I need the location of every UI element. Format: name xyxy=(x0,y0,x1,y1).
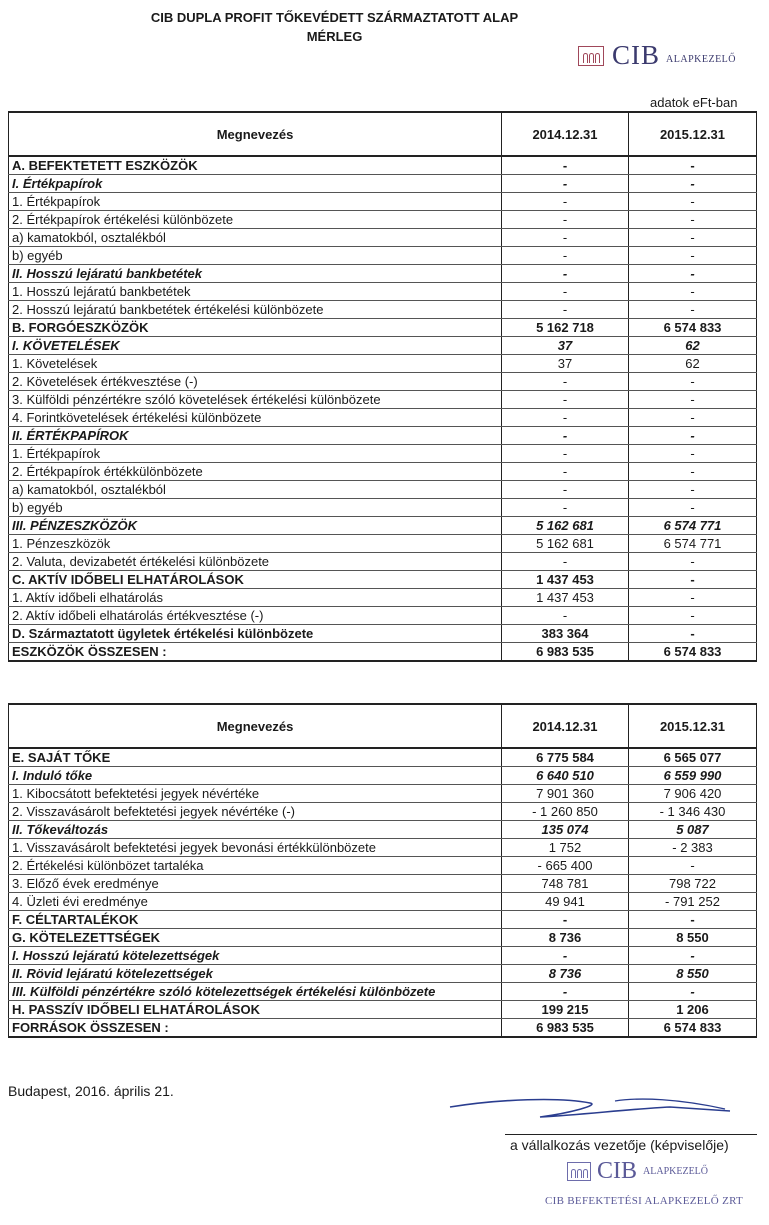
signature-line xyxy=(505,1134,757,1135)
table-row xyxy=(9,607,757,625)
value-2015: - xyxy=(629,409,757,427)
table-row xyxy=(9,463,757,481)
row-label: 2. Visszavásárolt befektetési jegyek névértéke (-) xyxy=(9,803,502,821)
row-label: II. Tőkeváltozás xyxy=(9,821,502,839)
table-row xyxy=(9,803,757,821)
table-row xyxy=(9,785,757,803)
value-2015: 6 574 833 xyxy=(629,1019,757,1038)
value-2015: 5 087 xyxy=(629,821,757,839)
table-row xyxy=(9,517,757,535)
place-and-date: Budapest, 2016. április 21. xyxy=(8,1083,174,1099)
table-row xyxy=(9,481,757,499)
value-2015: - xyxy=(629,499,757,517)
value-2014: - xyxy=(502,301,629,319)
row-label: FORRÁSOK ÖSSZESEN : xyxy=(9,1019,502,1038)
table-row xyxy=(9,427,757,445)
assets-table xyxy=(8,111,757,662)
value-2014: - xyxy=(502,156,629,175)
value-2014: 37 xyxy=(502,355,629,373)
table-row xyxy=(9,391,757,409)
table-row xyxy=(9,1001,757,1019)
row-label: a) kamatokból, osztalékból xyxy=(9,481,502,499)
table-row xyxy=(9,839,757,857)
value-2014: - xyxy=(502,481,629,499)
row-label: 1. Visszavásárolt befektetési jegyek bevonási értékkülönbözete xyxy=(9,839,502,857)
value-2014: 5 162 681 xyxy=(502,535,629,553)
row-label: 2. Valuta, devizabetét értékelési különbözete xyxy=(9,553,502,571)
table-row xyxy=(9,156,757,175)
table-row xyxy=(9,319,757,337)
value-2014: 1 752 xyxy=(502,839,629,857)
table-row xyxy=(9,553,757,571)
row-label: II. Rövid lejáratú kötelezettségek xyxy=(9,965,502,983)
row-label: III. PÉNZESZKÖZÖK xyxy=(9,517,502,535)
value-2015: 8 550 xyxy=(629,965,757,983)
value-2015: 8 550 xyxy=(629,929,757,947)
row-label: 3. Előző évek eredménye xyxy=(9,875,502,893)
table-row xyxy=(9,965,757,983)
value-2014: - xyxy=(502,265,629,283)
value-2014: 6 640 510 xyxy=(502,767,629,785)
value-2015: - xyxy=(629,589,757,607)
table-row xyxy=(9,373,757,391)
liabilities-header-row xyxy=(9,704,757,748)
value-2014: - xyxy=(502,427,629,445)
row-label: ESZKÖZÖK ÖSSZESEN : xyxy=(9,643,502,662)
value-2015: - xyxy=(629,463,757,481)
value-2015: - xyxy=(629,571,757,589)
row-label: b) egyéb xyxy=(9,247,502,265)
value-2014: - xyxy=(502,283,629,301)
value-2015: - xyxy=(629,211,757,229)
row-label: 1. Kibocsátott befektetési jegyek névértéke xyxy=(9,785,502,803)
value-2015: - 2 383 xyxy=(629,839,757,857)
assets-header-row xyxy=(9,112,757,156)
value-2015: - xyxy=(629,857,757,875)
row-label: 1. Értékpapírok xyxy=(9,445,502,463)
value-2015: - xyxy=(629,193,757,211)
row-label: A. BEFEKTETETT ESZKÖZÖK xyxy=(9,156,502,175)
value-2015: - xyxy=(629,301,757,319)
row-label: G. KÖTELEZETTSÉGEK xyxy=(9,929,502,947)
table-row xyxy=(9,535,757,553)
value-2015: 62 xyxy=(629,355,757,373)
value-2015: - xyxy=(629,947,757,965)
table-row xyxy=(9,589,757,607)
value-2015: 798 722 xyxy=(629,875,757,893)
value-2014: - xyxy=(502,211,629,229)
value-2015: 6 559 990 xyxy=(629,767,757,785)
value-2014: 5 162 681 xyxy=(502,517,629,535)
row-label: II. Hosszú lejáratú bankbetétek xyxy=(9,265,502,283)
row-label: 2. Követelések értékvesztése (-) xyxy=(9,373,502,391)
row-label: B. FORGÓESZKÖZÖK xyxy=(9,319,502,337)
table-row xyxy=(9,499,757,517)
value-2015: 7 906 420 xyxy=(629,785,757,803)
value-2014: 6 983 535 xyxy=(502,643,629,662)
value-2014: 1 437 453 xyxy=(502,571,629,589)
column-header-2015: 2015.12.31 xyxy=(629,704,757,748)
row-label: I. Hosszú lejáratú kötelezettségek xyxy=(9,947,502,965)
row-label: 4. Üzleti évi eredménye xyxy=(9,893,502,911)
value-2015: 6 574 833 xyxy=(629,643,757,662)
value-2015: - xyxy=(629,391,757,409)
value-2014: 8 736 xyxy=(502,965,629,983)
table-row xyxy=(9,929,757,947)
value-2015: - 1 346 430 xyxy=(629,803,757,821)
value-2014: 37 xyxy=(502,337,629,355)
value-2015: - xyxy=(629,427,757,445)
value-2015: - xyxy=(629,247,757,265)
value-2015: 6 574 833 xyxy=(629,319,757,337)
logo-subtext: ALAPKEZELŐ xyxy=(666,54,737,65)
value-2014: 135 074 xyxy=(502,821,629,839)
table-row xyxy=(9,767,757,785)
row-label: II. ÉRTÉKPAPÍROK xyxy=(9,427,502,445)
value-2015: - xyxy=(629,265,757,283)
fund-name: CIB DUPLA PROFIT TŐKEVÉDETT SZÁRMAZTATOTT ALAP xyxy=(150,10,519,25)
value-2014: 8 736 xyxy=(502,929,629,947)
column-header-name: Megnevezés xyxy=(9,704,502,748)
value-2014: - xyxy=(502,193,629,211)
table-row xyxy=(9,821,757,839)
balance-sheet-heading: MÉRLEG xyxy=(306,29,363,44)
row-label: 2. Értékpapírok értékkülönbözete xyxy=(9,463,502,481)
row-label: 2. Értékpapírok értékelési különbözete xyxy=(9,211,502,229)
row-label: 3. Külföldi pénzértékre szóló követelések értékelési különbözete xyxy=(9,391,502,409)
value-2014: 383 364 xyxy=(502,625,629,643)
row-label: 2. Aktív időbeli elhatárolás értékvesztése (-) xyxy=(9,607,502,625)
value-2014: 7 901 360 xyxy=(502,785,629,803)
value-2014: - xyxy=(502,247,629,265)
value-2015: 6 574 771 xyxy=(629,535,757,553)
value-2015: - xyxy=(629,175,757,193)
row-label: 1. Hosszú lejáratú bankbetétek xyxy=(9,283,502,301)
signature-label: a vállalkozás vezetője (képviselője) xyxy=(510,1137,729,1153)
value-2014: - xyxy=(502,445,629,463)
value-2014: 6 775 584 xyxy=(502,748,629,767)
row-label: F. CÉLTARTALÉKOK xyxy=(9,911,502,929)
column-header-2014: 2014.12.31 xyxy=(502,704,629,748)
stamp-logo-subtext: ALAPKEZELŐ xyxy=(643,1166,709,1177)
stamp-logo-icon xyxy=(567,1162,591,1181)
value-2014: - xyxy=(502,373,629,391)
value-2014: 5 162 718 xyxy=(502,319,629,337)
value-2014: 199 215 xyxy=(502,1001,629,1019)
value-2015: - xyxy=(629,983,757,1001)
row-label: 1. Pénzeszközök xyxy=(9,535,502,553)
value-2014: - xyxy=(502,607,629,625)
row-label: I. KÖVETELÉSEK xyxy=(9,337,502,355)
table-row xyxy=(9,337,757,355)
row-label: 1. Követelések xyxy=(9,355,502,373)
table-row xyxy=(9,175,757,193)
row-label: a) kamatokból, osztalékból xyxy=(9,229,502,247)
table-row xyxy=(9,947,757,965)
value-2014: - xyxy=(502,947,629,965)
table-row xyxy=(9,748,757,767)
value-2014: - xyxy=(502,553,629,571)
row-label: 2. Hosszú lejáratú bankbetétek értékelési különbözete xyxy=(9,301,502,319)
value-2015: - xyxy=(629,607,757,625)
table-row xyxy=(9,983,757,1001)
value-2014: - xyxy=(502,463,629,481)
row-label: 2. Értékelési különbözet tartaléka xyxy=(9,857,502,875)
table-row xyxy=(9,911,757,929)
row-label: I. Értékpapírok xyxy=(9,175,502,193)
row-label: 1. Értékpapírok xyxy=(9,193,502,211)
table-row xyxy=(9,283,757,301)
cib-logo xyxy=(578,40,736,71)
value-2015: - xyxy=(629,229,757,247)
value-2015: - xyxy=(629,911,757,929)
row-label: D. Származtatott ügyletek értékelési különbözete xyxy=(9,625,502,643)
table-row xyxy=(9,643,757,662)
table-row xyxy=(9,409,757,427)
value-2014: 748 781 xyxy=(502,875,629,893)
row-label: I. Induló tőke xyxy=(9,767,502,785)
row-label: 4. Forintkövetelések értékelési különbözete xyxy=(9,409,502,427)
value-2014: - xyxy=(502,229,629,247)
value-2015: - xyxy=(629,553,757,571)
value-2014: - 1 260 850 xyxy=(502,803,629,821)
handwritten-signature xyxy=(440,1095,740,1135)
table-row xyxy=(9,193,757,211)
value-2014: 1 437 453 xyxy=(502,589,629,607)
row-label: III. Külföldi pénzértékre szóló kötelezettségek értékelési különbözete xyxy=(9,983,502,1001)
table-row xyxy=(9,893,757,911)
value-2015: - 791 252 xyxy=(629,893,757,911)
row-label: E. SAJÁT TŐKE xyxy=(9,748,502,767)
company-stamp xyxy=(545,1158,765,1224)
liabilities-table xyxy=(8,703,757,1038)
value-2014: - xyxy=(502,911,629,929)
table-row xyxy=(9,445,757,463)
table-row xyxy=(9,265,757,283)
value-2014: - xyxy=(502,175,629,193)
column-header-2015: 2015.12.31 xyxy=(629,112,757,156)
value-2014: - xyxy=(502,499,629,517)
value-2015: - xyxy=(629,156,757,175)
value-2015: - xyxy=(629,481,757,499)
stamp-company-name: CIB BEFEKTETÉSI ALAPKEZELŐ ZRT xyxy=(545,1195,744,1207)
table-row xyxy=(9,875,757,893)
row-label: C. AKTÍV IDŐBELI ELHATÁROLÁSOK xyxy=(9,571,502,589)
table-row xyxy=(9,1019,757,1038)
value-2014: - xyxy=(502,391,629,409)
value-2015: - xyxy=(629,283,757,301)
stamp-logo-text: CIB xyxy=(597,1158,638,1184)
table-row xyxy=(9,229,757,247)
unit-note: adatok eFt-ban xyxy=(650,95,738,110)
cib-logo-icon xyxy=(578,46,604,66)
value-2015: 62 xyxy=(629,337,757,355)
table-row xyxy=(9,571,757,589)
column-header-2014: 2014.12.31 xyxy=(502,112,629,156)
value-2015: - xyxy=(629,445,757,463)
row-label: H. PASSZÍV IDŐBELI ELHATÁROLÁSOK xyxy=(9,1001,502,1019)
table-row xyxy=(9,857,757,875)
table-row xyxy=(9,355,757,373)
value-2015: 1 206 xyxy=(629,1001,757,1019)
row-label: 1. Aktív időbeli elhatárolás xyxy=(9,589,502,607)
row-label: b) egyéb xyxy=(9,499,502,517)
value-2014: - xyxy=(502,983,629,1001)
value-2014: - xyxy=(502,409,629,427)
value-2014: - 665 400 xyxy=(502,857,629,875)
value-2015: - xyxy=(629,373,757,391)
column-header-name: Megnevezés xyxy=(9,112,502,156)
value-2015: - xyxy=(629,625,757,643)
table-row xyxy=(9,211,757,229)
table-row xyxy=(9,247,757,265)
value-2014: 49 941 xyxy=(502,893,629,911)
table-row xyxy=(9,625,757,643)
logo-text: CIB xyxy=(612,40,661,70)
table-row xyxy=(9,301,757,319)
value-2015: 6 574 771 xyxy=(629,517,757,535)
value-2014: 6 983 535 xyxy=(502,1019,629,1038)
value-2015: 6 565 077 xyxy=(629,748,757,767)
